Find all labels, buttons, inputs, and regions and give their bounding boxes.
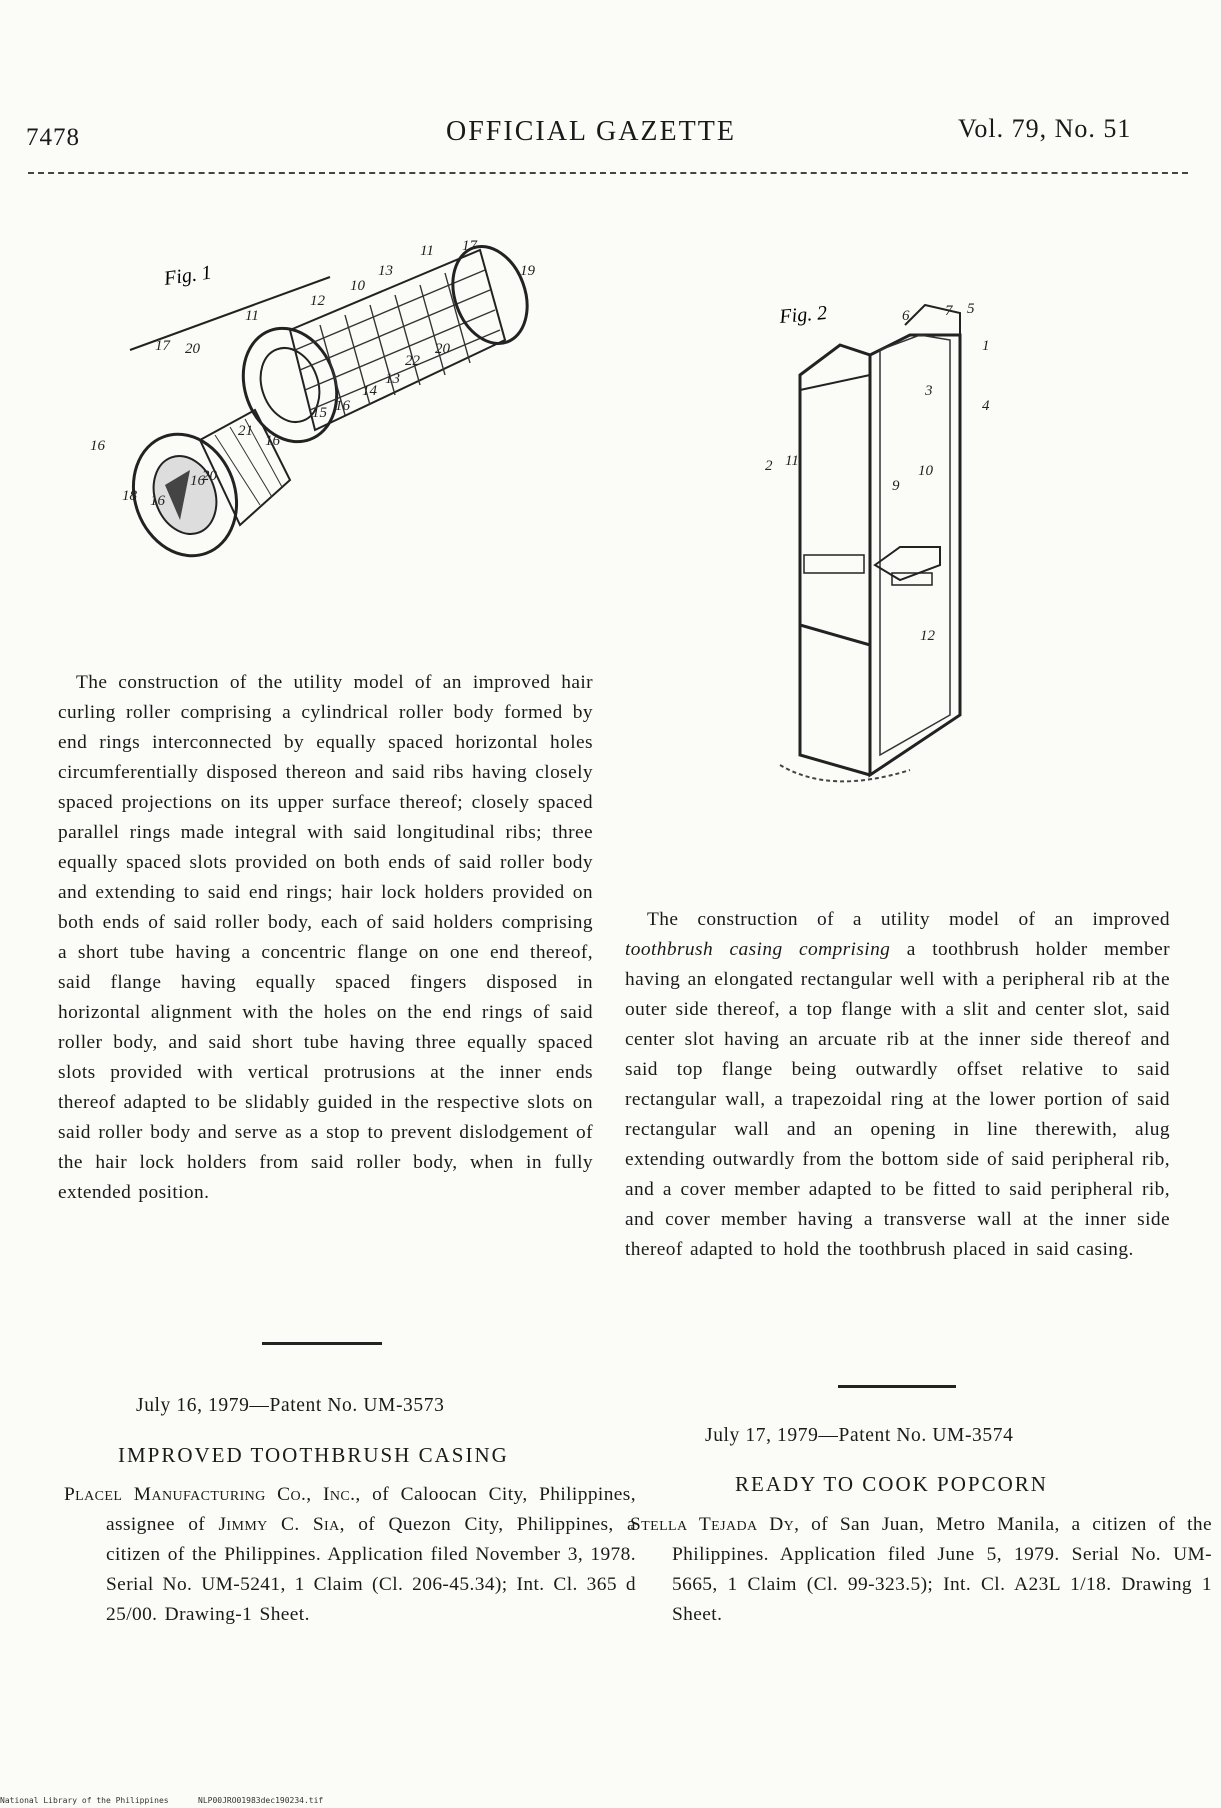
footer-file-id: NLP00JRO01983dec190234.tif [198,1796,324,1805]
right-separator-rule [838,1385,956,1388]
toothbrush-casing-description [625,905,1170,1265]
header-rule [28,172,1188,174]
figure-2-toothbrush-casing-drawing [760,295,1040,815]
svg-text:7: 7 [945,303,953,319]
holder-member [780,335,960,781]
applicant-name: Stella Tejada Dy [630,1514,795,1535]
figure-1-hair-roller-drawing [90,235,590,585]
patent-um3573-date-line: July 16, 1979—Patent No. UM-3573 [136,1395,445,1416]
svg-text:18: 18 [122,488,137,504]
svg-text:9: 9 [892,478,900,494]
svg-text:2: 2 [765,458,773,474]
description-italic: toothbrush casing comprising [625,939,891,960]
patent-um3574-title: READY TO COOK POPCORN [735,1472,1048,1496]
svg-text:15: 15 [312,405,327,421]
svg-text:11: 11 [245,308,259,324]
cover-member [800,345,870,645]
svg-text:6: 6 [902,308,910,324]
svg-text:22: 22 [405,353,420,369]
assignor-name: Jimmy C. Sia [218,1514,340,1535]
svg-text:16: 16 [265,433,280,449]
applicant-text: , of Caloocan City, Philippines, assignee of [106,1484,636,1535]
svg-text:16: 16 [335,398,350,414]
svg-text:17: 17 [155,338,170,354]
patent-um3574-applicant [630,1510,1212,1630]
patent-um3574-date-line: July 17, 1979—Patent No. UM-3574 [705,1425,1014,1446]
volume-number: Vol. 79, No. 51 [958,114,1132,143]
svg-text:19: 19 [520,263,535,279]
svg-text:11: 11 [785,453,799,469]
hair-roller-description: The construction of the utility model of an improved hair curling roller comprising a cylindrical roller body formed by end rings interconnected by equally spaced horizontal holes circumferentially disposed thereon and said ribs having closely spaced projections on its upper surface thereof; closely spaced parallel rings made integral with said longitudinal ribs; three equally spaced slots provided on both ends of said roller body and extending to said end rings; hair lock holders provided on both ends of said roller body, each of said holders comprising a short tube having a concentric flange on one end thereof, said flange having equally spaced fingers disposed in horizontal alignment with the holes on the end rings of said roller body, and said short tube having three equally spaced slots provided with vertical protrusions at the inner ends thereof adapted to be slidably guided in the respective slots on said roller body and serve as a stop to prevent dislodgement of the hair lock holders from said roller body, when in fully extended position. [58,672,593,1203]
svg-text:16: 16 [150,493,165,509]
description-start: The construction of a utility model of an improved [647,909,1170,930]
patent-um3573-title: IMPROVED TOOTHBRUSH CASING [118,1443,509,1467]
roller-body [290,236,540,430]
svg-text:12: 12 [920,628,935,644]
svg-text:10: 10 [918,463,933,479]
svg-text:12: 12 [310,293,325,309]
left-separator-rule [262,1342,382,1345]
svg-text:17: 17 [462,238,477,254]
patent-um3573-applicant [64,1480,636,1630]
svg-text:20: 20 [202,468,217,484]
svg-text:21: 21 [238,423,253,439]
svg-text:4: 4 [982,398,990,414]
svg-text:16: 16 [90,438,105,454]
svg-text:3: 3 [925,383,933,399]
footer-library: National Library of the Philippines [0,1796,169,1805]
publication-title: OFFICIAL GAZETTE [446,116,736,147]
svg-text:16: 16 [190,473,205,489]
svg-text:10: 10 [350,278,365,294]
svg-text:11: 11 [420,243,434,259]
svg-text:14: 14 [362,383,377,399]
svg-text:1: 1 [982,338,990,354]
fig2-label: Fig. 2 [778,301,829,328]
applicant-name: Placel Manufacturing Co., Inc. [64,1484,356,1505]
fig1-label: Fig. 1 [162,261,214,290]
description-rest: a toothbrush holder member having an elongated rectangular well with a peripheral rib at the outer side thereof, a top flange with a slit and center slot, said center slot having an arcuate rib at the inner side thereof and said top flange being outwardly offset relative to said rectangular wall, a trapezoidal ring at the lower portion of said rectangular wall and an opening in line therewith, alug extending outwardly from the bottom side of said peripheral rib, and a cover member adapted to be fitted to said peripheral rib, and cover member having a transverse wall at the inner side thereof adapted to hold the toothbrush placed in said casing. [625,939,1170,1260]
svg-text:20: 20 [435,341,450,357]
svg-text:13: 13 [385,371,400,387]
applicant-details: , of Quezon City, Philippines, a citizen of the Philippines. Application filed November 3, 1978. Serial No. UM-5241, 1 Claim (Cl. 206-45.34); Int. Cl. 365 d 25/00. Drawing-1 Sheet. [106,1514,636,1625]
svg-text:20: 20 [185,341,200,357]
svg-text:13: 13 [378,263,393,279]
applicant-details: , of San Juan, Metro Manila, a citizen of the Philippines. Application filed June 5, 1979. Serial No. UM-5665, 1 Claim (Cl. 99-323.5); Int. Cl. A23L 1/18. Drawing 1 Sheet. [672,1514,1213,1625]
svg-text:5: 5 [967,301,975,317]
page-number: 7478 [26,124,80,151]
